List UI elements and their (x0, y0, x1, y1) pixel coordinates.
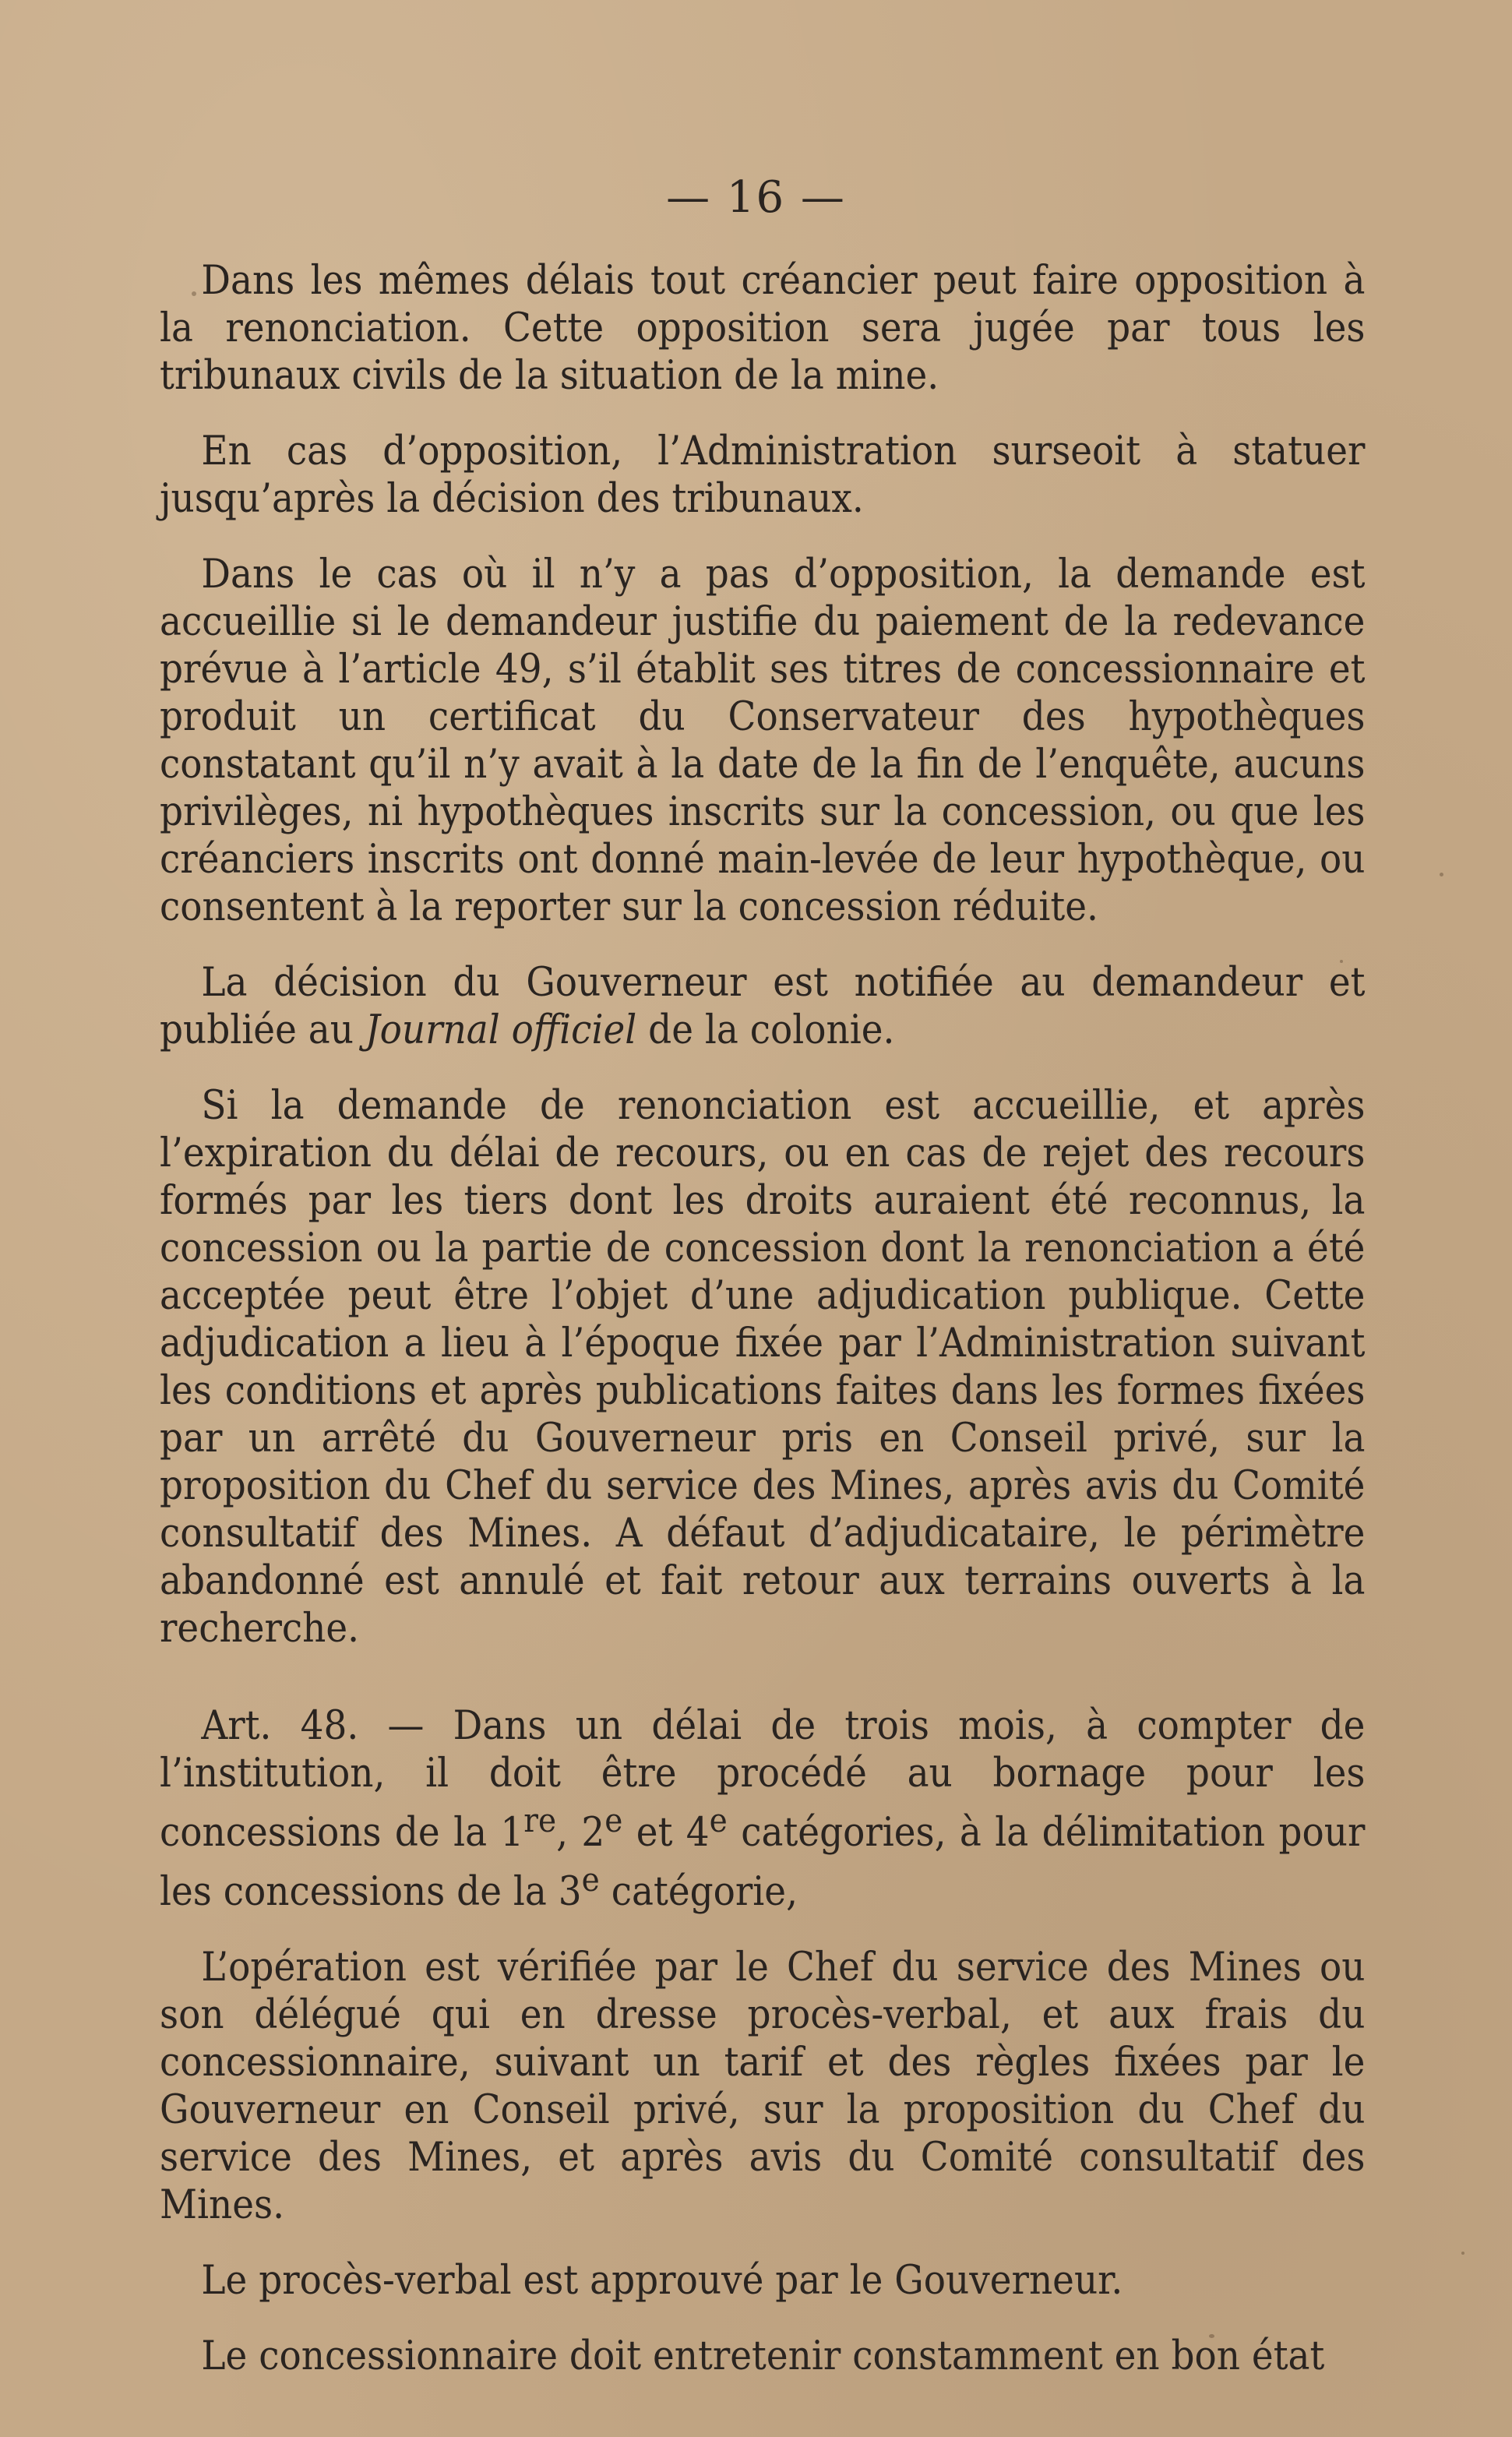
paper-speck (1209, 2334, 1214, 2338)
paper-speck (1340, 960, 1343, 963)
body-text (160, 257, 1365, 2380)
ordinal-sup-2: e (604, 1802, 623, 1840)
article-48-text-3: et 4 (622, 1810, 710, 1856)
paragraph-proces-verbal: Le procès-verbal est approuvé par le Gouverneur. (201, 2258, 1123, 2304)
article-48-text-4: catégories, à la délimitation pour les concessions de la 3 (160, 1810, 1366, 1915)
paragraph-concessionnaire: Le concessionnaire doit entretenir constamment en bon état (201, 2333, 1325, 2379)
paper-speck (1330, 2114, 1334, 2118)
paper-speck (192, 291, 196, 296)
article-48-text-5: catégorie, (599, 1869, 798, 1915)
paragraph-decision-notified (160, 959, 1365, 1054)
paper-speck (1440, 873, 1443, 876)
journal-officiel-title: Journal officiel (365, 1007, 637, 1053)
article-48-label: Art. 48. (201, 1703, 359, 1749)
ordinal-sup-4: e (581, 1861, 600, 1899)
article-48-text: — Dans un délai de trois mois, à compter de l’institution, il doit être procédé au bornage pour les concessions de la 1 (160, 1703, 1366, 1856)
paragraph-adjudication: Si la demande de renonciation est accueillie, et après l’expiration du délai de recours, ou en cas de rejet des recours formés par les tiers dont les droits auraient été reconnus, la concession ou la partie de concession dont la renonciation a été acceptée peut être l’objet d’une adjudication publique. Cette adjudication a lieu à l’époque fixée par l’Administration suivant les conditions et après publications faites dans les formes fixées par un arrêté du Gouverneur pris en Conseil privé, sur la proposition du Chef du service des Mines, après avis du Comité consultatif des Mines. A défaut d’adjudicataire, le périmètre abandonné est annulé et fait retour aux terrains ouverts à la recherche. (160, 1083, 1366, 1652)
paper-speck (1461, 2252, 1464, 2255)
ordinal-sup-1: re (523, 1802, 557, 1840)
paragraph-administration-surseoit: En cas d’opposition, l’Administration surseoit à statuer jusqu’après la décision des tribunaux. (160, 429, 1366, 522)
paragraph-article-48 (160, 1702, 1365, 1916)
paragraph-opposition-delay: Dans les mêmes délais tout créancier peut faire opposition à la renonciation. Cette opposition sera jugée par tous les tribunaux civils de la situation de la mine. (160, 258, 1366, 399)
article-48-text-2: , 2 (556, 1810, 605, 1856)
decision-text-after: de la colonie. (636, 1007, 895, 1053)
ordinal-sup-3: e (709, 1802, 728, 1840)
paragraph-no-opposition: Dans le cas où il n’y a pas d’opposition, la demande est accueillie si le demandeur justifie du paiement de la redevance prévue à l’article 49, s’il établit ses titres de concessionnaire et produit un certificat du Conservateur des hypothèques constatant qu’il n’y avait à la date de la fin de l’enquête, aucuns privilèges, ni hypothèques inscrits sur la concession, ou que les créanciers inscrits ont donné main-levée de leur hypothèque, ou consentent à la reporter sur la concession réduite. (160, 552, 1366, 930)
paragraph-operation-verified: L’opération est vérifiée par le Chef du service des Mines ou son délégué qui en dresse procès-verbal, et aux frais du concessionnaire, suivant un tarif et des règles fixées par le Gouverneur en Conseil privé, sur la proposition du Chef du service des Mines, et après avis du Comité consultatif des Mines. (160, 1945, 1366, 2228)
decision-text-before: La décision du Gouverneur est notifiée au demandeur et publiée au (160, 960, 1366, 1053)
page-number: — 16 — (666, 172, 846, 223)
